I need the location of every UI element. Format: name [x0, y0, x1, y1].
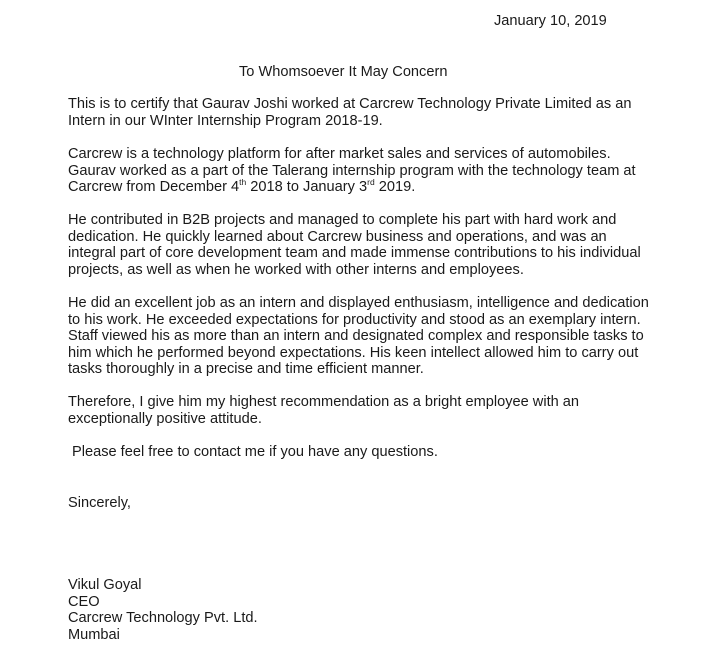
paragraph-certification — [68, 96, 631, 129]
paragraph-performance — [68, 295, 649, 378]
text-line: projects, as well as when he worked with other interns and employees. — [68, 261, 524, 278]
text-line: tasks thoroughly in a precise and time efficient manner. — [68, 361, 424, 377]
salutation: To Whomsoever It May Concern — [239, 64, 448, 80]
text-line: This is to certify that Gaurav Joshi worked at Carcrew Technology Private Limited as an — [68, 96, 632, 112]
text-line: Therefore, I give him my highest recommendation as a bright employee with an — [68, 394, 580, 410]
paragraph-contributions — [68, 212, 641, 278]
text-line: Intern in our WInter Internship Program 2018-19. — [68, 112, 383, 129]
closing: Sincerely, — [68, 495, 131, 511]
text-line-dates — [68, 179, 636, 196]
text-segment: Carcrew from December 4 — [68, 179, 240, 195]
text-segment: 2019. — [374, 179, 416, 195]
signature-block — [68, 577, 258, 643]
text-line: Please feel free to contact me if you have any questions. — [72, 444, 438, 460]
signatory-name: Vikul Goyal — [68, 577, 142, 593]
paragraph-company — [68, 146, 636, 196]
letter-date: January 10, 2019 — [494, 13, 607, 29]
text-line: Staff viewed his as more than an intern and designated complex and responsible tasks to — [68, 328, 644, 344]
ordinal-suffix: th — [239, 177, 247, 187]
text-line: He did an excellent job as an intern and displayed enthusiasm, intelligence and dedication — [68, 295, 649, 311]
text-line: dedication. He quickly learned about Carcrew business and operations, and was an — [68, 228, 607, 245]
signatory-city: Mumbai — [68, 626, 120, 643]
ordinal-suffix: rd — [367, 177, 375, 187]
paragraph-contact — [72, 444, 438, 461]
text-line: him which he performed beyond expectations. His keen intellect allowed him to carry out — [68, 344, 639, 361]
text-segment: 2018 to January 3 — [246, 179, 368, 195]
paragraph-recommendation — [68, 394, 579, 427]
text-line: Gaurav worked as a part of the Talerang internship program with the technology team at — [68, 162, 636, 179]
signatory-title: CEO — [68, 593, 100, 610]
text-line: exceptionally positive attitude. — [68, 410, 262, 427]
signatory-company: Carcrew Technology Pvt. Ltd. — [68, 610, 258, 626]
text-line: to his work. He exceeded expectations for productivity and stood as an exemplary intern. — [68, 311, 641, 328]
text-line: He contributed in B2B projects and managed to complete his part with hard work and — [68, 212, 617, 228]
text-line: integral part of core development team and made immense contributions to his individual — [68, 245, 641, 261]
text-line: Carcrew is a technology platform for after market sales and services of automobiles. — [68, 146, 611, 162]
